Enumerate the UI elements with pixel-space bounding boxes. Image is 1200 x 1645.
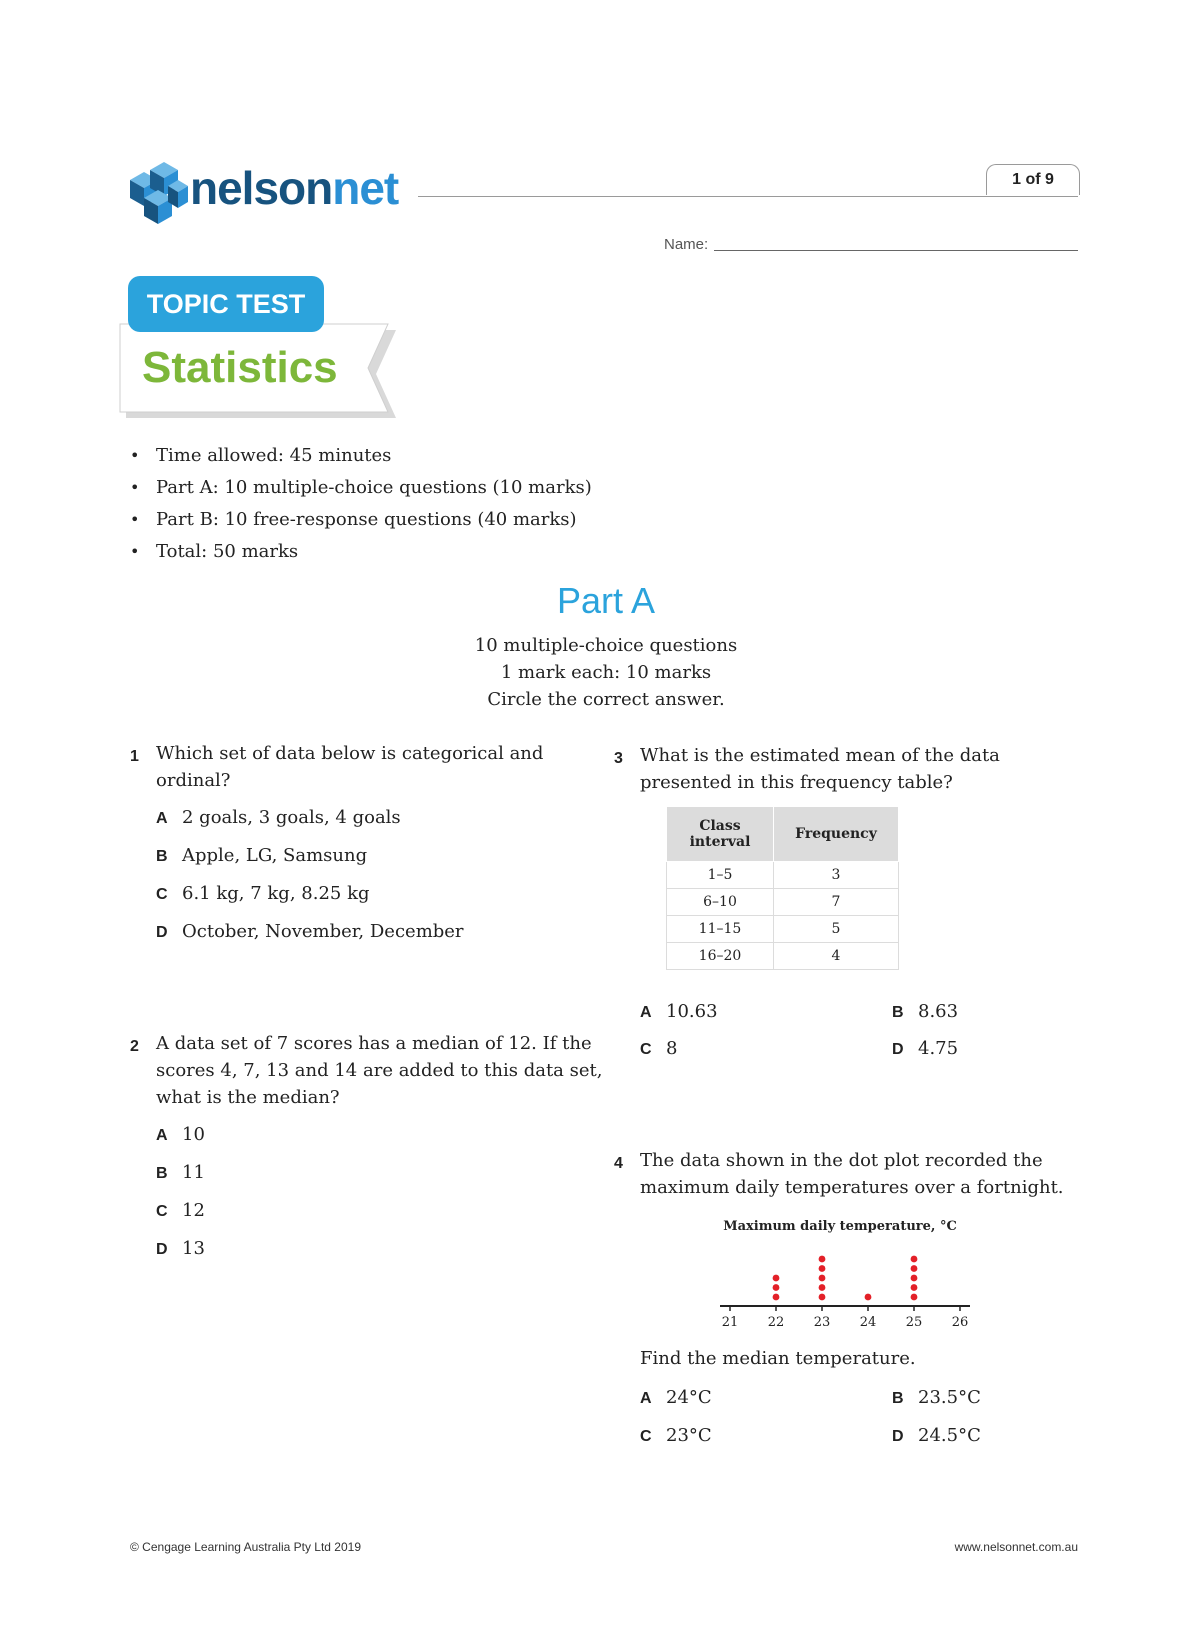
table-cell: 3 (774, 862, 899, 889)
table-row (667, 889, 899, 916)
option-letter: D (156, 1241, 168, 1258)
option-letter: A (640, 1390, 652, 1407)
option-text: 2 goals, 3 goals, 4 goals (182, 807, 401, 828)
dot-plot-dot (911, 1284, 918, 1291)
q3-option-c[interactable] (640, 1036, 677, 1063)
q3-option-b[interactable] (892, 999, 958, 1026)
q2-option-d[interactable] (156, 1236, 205, 1263)
q4-option-a[interactable] (640, 1385, 712, 1412)
name-label: Name: (664, 236, 709, 253)
dot-plot-tick-label: 21 (721, 1315, 739, 1328)
dot-plot-dot (911, 1275, 918, 1282)
question-4-followup: Find the median temperature. (640, 1348, 916, 1369)
info-part-a: • Part A: 10 multiple-choice questions (10 marks) (130, 472, 592, 504)
q3-option-d[interactable] (892, 1036, 958, 1063)
option-text: Apple, LG, Samsung (182, 845, 368, 866)
q3-option-a[interactable] (640, 999, 718, 1026)
question-text-line: A data set of 7 scores has a median of 12. If the (156, 1033, 592, 1054)
table-header-frequency: Frequency (774, 807, 899, 862)
dot-plot-dot (911, 1265, 918, 1272)
dot-plot-dot (819, 1294, 826, 1301)
option-text: 8 (666, 1038, 678, 1059)
name-input-line[interactable] (714, 250, 1078, 251)
option-text: 10.63 (666, 1001, 718, 1022)
part-a-subline: 10 multiple-choice questions (474, 635, 738, 656)
q1-option-b[interactable] (156, 843, 367, 870)
option-letter: B (892, 1390, 904, 1407)
option-text: 10 (182, 1124, 205, 1145)
option-letter: A (156, 810, 168, 827)
question-2-text (156, 1030, 602, 1111)
q2-option-c[interactable] (156, 1198, 205, 1225)
dot-plot-tick-label: 24 (859, 1315, 877, 1328)
question-3-text (640, 742, 1000, 796)
info-total: • Total: 50 marks (130, 536, 592, 568)
table-header-class-interval: Class interval (667, 807, 774, 862)
question-1-text (156, 740, 543, 794)
info-time: • Time allowed: 45 minutes (130, 440, 592, 472)
option-text: 23°C (666, 1425, 712, 1446)
table-header-row (667, 807, 899, 862)
footer-copyright: © Cengage Learning Australia Pty Ltd 2019 (130, 1540, 361, 1554)
q1-option-d[interactable] (156, 919, 464, 946)
option-letter: C (640, 1041, 652, 1058)
option-letter: C (156, 886, 168, 903)
test-info-list (130, 440, 592, 568)
dot-plot-dot (819, 1284, 826, 1291)
option-letter: A (156, 1127, 168, 1144)
question-4-text (640, 1147, 1064, 1201)
option-letter: D (892, 1428, 904, 1445)
question-4-number: 4 (614, 1155, 623, 1172)
q4-option-c[interactable] (640, 1423, 712, 1450)
dot-plot-tick-label: 23 (813, 1315, 831, 1328)
q2-option-b[interactable] (156, 1160, 205, 1187)
option-text: 13 (182, 1238, 205, 1259)
dot-plot-dot (773, 1284, 780, 1291)
table-row (667, 862, 899, 889)
option-letter: B (892, 1004, 904, 1021)
header-divider (418, 196, 1078, 197)
page-title: Statistics (142, 343, 338, 392)
dot-plot-tick-label: 26 (951, 1315, 969, 1328)
table-cell: 16–20 (667, 943, 774, 970)
question-text-line: what is the median? (156, 1087, 340, 1108)
logo-wordmark (190, 160, 398, 216)
question-1-number: 1 (130, 748, 139, 765)
info-part-b: • Part B: 10 free-response questions (40 marks) (130, 504, 592, 536)
option-text: 24°C (666, 1387, 712, 1408)
dot-plot-dot (911, 1256, 918, 1263)
option-text: October, November, December (182, 921, 464, 942)
option-text: 24.5°C (918, 1425, 981, 1446)
dot-plot-tick-label: 25 (905, 1315, 923, 1328)
option-text: 11 (182, 1162, 205, 1183)
option-letter: D (156, 924, 168, 941)
part-a-subline: Circle the correct answer. (487, 689, 725, 710)
page-indicator: 1 of 9 (986, 164, 1080, 195)
question-text-line: ordinal? (156, 770, 231, 791)
table-row (667, 943, 899, 970)
topic-test-badge: TOPIC TEST (128, 276, 324, 332)
dot-plot-dot (819, 1275, 826, 1282)
option-letter: A (640, 1004, 652, 1021)
frequency-table (666, 806, 899, 970)
logo-nelson-text: nelson (190, 162, 333, 214)
question-text-line: Which set of data below is categorical and (156, 743, 544, 764)
dot-plot-title: Maximum daily temperature, °C (723, 1219, 957, 1234)
dot-plot (700, 1218, 980, 1328)
part-a-heading: Part A (556, 580, 656, 621)
option-letter: B (156, 1165, 168, 1182)
dot-plot-dot (773, 1294, 780, 1301)
table-cell: 11–15 (667, 916, 774, 943)
table-row (667, 916, 899, 943)
question-text-line: presented in this frequency table? (640, 772, 953, 793)
option-text: 12 (182, 1200, 205, 1221)
dot-plot-dot (819, 1256, 826, 1263)
dot-plot-dot (865, 1294, 872, 1301)
footer-website-link[interactable]: www.nelsonnet.com.au (954, 1540, 1078, 1554)
dot-plot-tick-label: 22 (767, 1315, 785, 1328)
question-3-number: 3 (614, 750, 623, 767)
dot-plot-dot (819, 1265, 826, 1272)
option-letter: C (640, 1428, 652, 1445)
question-2-number: 2 (130, 1038, 139, 1055)
table-cell: 1–5 (667, 862, 774, 889)
q1-option-a[interactable] (156, 805, 401, 832)
q2-option-a[interactable] (156, 1122, 205, 1149)
option-text: 23.5°C (918, 1387, 981, 1408)
option-letter: D (892, 1041, 904, 1058)
question-text-line: maximum daily temperatures over a fortnight. (640, 1177, 1064, 1198)
q4-option-b[interactable] (892, 1385, 981, 1412)
question-text-line: What is the estimated mean of the data (640, 745, 1000, 766)
table-cell: 4 (774, 943, 899, 970)
dot-plot-dot (911, 1294, 918, 1301)
option-text: 8.63 (918, 1001, 959, 1022)
option-text: 4.75 (918, 1038, 959, 1059)
logo-net-text: net (332, 162, 399, 214)
table-cell: 6–10 (667, 889, 774, 916)
option-letter: B (156, 848, 168, 865)
dot-plot-dot (773, 1275, 780, 1282)
q4-option-d[interactable] (892, 1423, 981, 1450)
part-a-subline: 1 mark each: 10 marks (500, 662, 712, 683)
table-cell: 7 (774, 889, 899, 916)
table-cell: 5 (774, 916, 899, 943)
question-text-line: The data shown in the dot plot recorded the (640, 1150, 1043, 1171)
option-letter: C (156, 1203, 168, 1220)
q1-option-c[interactable] (156, 881, 370, 908)
question-text-line: scores 4, 7, 13 and 14 are added to this data set, (156, 1060, 603, 1081)
option-text: 6.1 kg, 7 kg, 8.25 kg (182, 883, 370, 904)
